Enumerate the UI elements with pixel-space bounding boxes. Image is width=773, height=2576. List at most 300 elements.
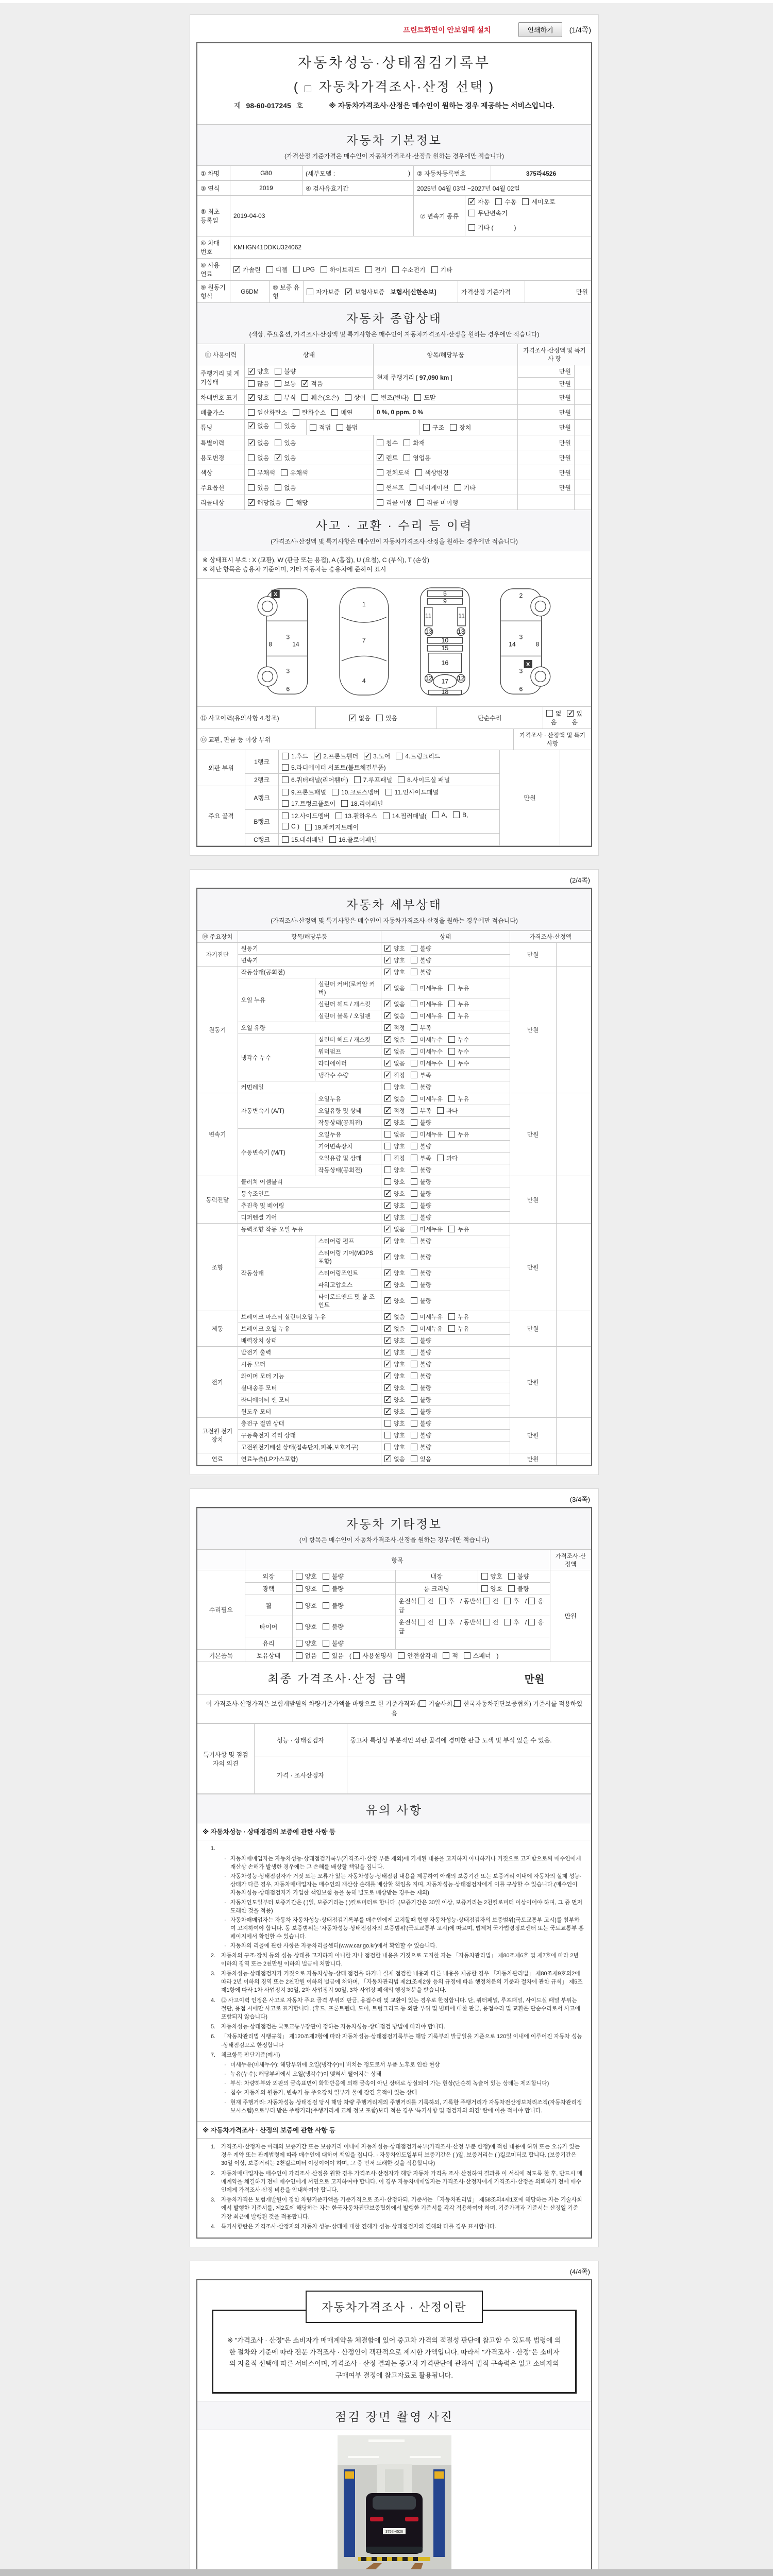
checkbox[interactable] xyxy=(329,836,336,843)
checkbox[interactable] xyxy=(384,1190,391,1197)
checkbox[interactable] xyxy=(411,1048,417,1055)
checkbox[interactable] xyxy=(546,710,553,717)
checkbox[interactable] xyxy=(504,1598,511,1604)
checkbox[interactable] xyxy=(248,439,255,446)
checkbox[interactable] xyxy=(567,710,574,717)
checkbox[interactable] xyxy=(448,1036,455,1043)
tuning-options xyxy=(248,421,301,430)
option xyxy=(354,775,392,784)
checkbox[interactable] xyxy=(296,1602,303,1609)
checkbox[interactable] xyxy=(448,1313,455,1320)
checkbox[interactable] xyxy=(310,424,316,431)
checkbox[interactable] xyxy=(282,800,289,807)
checkbox[interactable] xyxy=(411,1143,417,1149)
checkbox[interactable] xyxy=(411,1214,417,1221)
option xyxy=(384,1456,405,1463)
option-label: 없음 xyxy=(358,714,371,722)
checkbox[interactable] xyxy=(248,368,255,375)
checkbox[interactable] xyxy=(248,422,255,429)
checkbox[interactable] xyxy=(331,409,338,416)
table-cell: 충전구 절연 상태 xyxy=(238,1418,381,1430)
checkbox[interactable] xyxy=(282,812,289,819)
option xyxy=(248,380,269,387)
option-label: 불량 xyxy=(419,970,431,976)
checkbox[interactable] xyxy=(410,484,416,491)
checkbox[interactable] xyxy=(266,266,273,273)
checkbox[interactable] xyxy=(323,1640,329,1647)
checkbox[interactable] xyxy=(377,469,383,476)
option xyxy=(411,1270,431,1277)
option xyxy=(275,438,296,447)
checkbox[interactable] xyxy=(384,1313,391,1320)
checkbox[interactable] xyxy=(293,266,300,273)
checkbox[interactable] xyxy=(296,1585,303,1592)
checkbox[interactable] xyxy=(275,439,281,446)
checkbox[interactable] xyxy=(398,1652,405,1659)
table-cell: 변속기 xyxy=(238,955,381,967)
checkbox[interactable] xyxy=(411,957,417,963)
checkbox[interactable] xyxy=(384,1444,391,1450)
checkbox[interactable] xyxy=(384,1297,391,1304)
option-label: 없음 xyxy=(257,422,270,430)
checkbox[interactable] xyxy=(345,394,351,401)
option xyxy=(384,1191,405,1197)
checkbox[interactable] xyxy=(296,1652,303,1659)
checkbox[interactable] xyxy=(282,776,289,783)
checkbox[interactable] xyxy=(384,1166,391,1173)
checkbox[interactable] xyxy=(377,499,383,506)
checkbox[interactable] xyxy=(508,1585,515,1592)
wheel-options xyxy=(292,1595,395,1616)
checkbox[interactable] xyxy=(314,753,321,759)
checkbox[interactable] xyxy=(275,380,281,387)
checkbox[interactable] xyxy=(307,289,313,295)
checkbox[interactable] xyxy=(323,1602,329,1609)
checkbox[interactable] xyxy=(248,484,255,491)
checkbox[interactable] xyxy=(384,1408,391,1415)
checkbox[interactable] xyxy=(439,1619,446,1625)
option-label: 렌트 xyxy=(386,454,398,462)
option xyxy=(384,1179,405,1185)
option xyxy=(372,393,409,402)
checkbox[interactable] xyxy=(411,1372,417,1379)
checkbox[interactable] xyxy=(437,1155,444,1161)
checkbox[interactable] xyxy=(301,394,308,401)
checkbox[interactable] xyxy=(411,1420,417,1427)
checkbox[interactable] xyxy=(365,266,372,273)
checkbox[interactable] xyxy=(411,1178,417,1185)
checkbox[interactable] xyxy=(282,836,289,843)
checkbox[interactable] xyxy=(384,1095,391,1102)
checkbox[interactable] xyxy=(411,1384,417,1391)
checkbox[interactable] xyxy=(448,1060,455,1066)
checkbox[interactable] xyxy=(323,1623,329,1630)
doc-note: ※ 자동차가격조사·산정은 매수인이 원하는 경우 제공하는 서비스입니다. xyxy=(329,101,554,110)
option xyxy=(323,1585,344,1592)
engine-type: G6DM xyxy=(230,281,270,302)
checkbox[interactable] xyxy=(293,409,299,416)
checkbox[interactable] xyxy=(504,1619,511,1625)
checkbox[interactable] xyxy=(384,1253,391,1260)
checkbox[interactable] xyxy=(384,1455,391,1462)
option xyxy=(377,438,398,447)
checkbox[interactable] xyxy=(439,1598,446,1604)
checkbox[interactable] xyxy=(468,224,475,231)
checkbox[interactable] xyxy=(248,409,255,416)
checkbox[interactable] xyxy=(411,985,417,991)
checkbox[interactable] xyxy=(415,469,422,476)
checkbox[interactable] xyxy=(431,266,438,273)
install-print-link[interactable]: 프린트화면이 안보일때 설치 xyxy=(403,25,491,34)
checkbox[interactable] xyxy=(411,1001,417,1007)
option xyxy=(384,1239,405,1245)
checkbox[interactable] xyxy=(377,454,383,461)
checkbox[interactable] xyxy=(354,776,361,783)
checkbox[interactable] xyxy=(522,198,529,205)
checkbox[interactable] xyxy=(384,1072,391,1078)
checkbox[interactable] xyxy=(349,715,356,721)
checkbox[interactable] xyxy=(508,1573,515,1580)
print-button[interactable]: 인쇄하기 xyxy=(518,22,562,37)
checkbox[interactable] xyxy=(384,1036,391,1043)
checkbox[interactable] xyxy=(404,454,410,461)
checkbox[interactable] xyxy=(411,1444,417,1450)
checkbox[interactable] xyxy=(448,1001,455,1007)
table-cell: 브레이크 오일 누유 xyxy=(238,1323,381,1335)
checkbox[interactable] xyxy=(384,1214,391,1221)
checkbox[interactable] xyxy=(528,1598,535,1604)
checkbox[interactable] xyxy=(301,380,308,387)
checkbox[interactable] xyxy=(384,1155,391,1161)
checkbox[interactable] xyxy=(432,811,439,818)
checkbox[interactable] xyxy=(384,1024,391,1031)
checkbox[interactable] xyxy=(384,1337,391,1344)
notice-number: 1. xyxy=(211,2144,216,2150)
checkbox[interactable] xyxy=(448,1048,455,1055)
checkbox[interactable] xyxy=(323,1585,329,1592)
checkbox[interactable] xyxy=(411,1095,417,1102)
checkbox[interactable] xyxy=(411,1024,417,1031)
option xyxy=(275,380,296,387)
checkbox[interactable] xyxy=(282,753,289,759)
section-basic-info xyxy=(197,124,591,166)
option-label: 양호 xyxy=(393,1239,405,1245)
checkbox[interactable] xyxy=(282,789,289,795)
option xyxy=(392,265,425,274)
checkbox[interactable] xyxy=(281,469,288,476)
option-label: 불량 xyxy=(419,1167,431,1174)
checkbox[interactable] xyxy=(275,368,281,375)
option xyxy=(377,498,412,507)
option-label: 양호 xyxy=(393,1298,405,1304)
checkbox[interactable] xyxy=(384,1178,391,1185)
table-cell: 고전원전기배선 상태(접속단자,피복,보호기구) xyxy=(238,1442,381,1453)
checkbox[interactable] xyxy=(411,1119,417,1126)
checkbox[interactable] xyxy=(468,198,475,205)
option-label: 미세누수 xyxy=(419,1037,443,1043)
wheel-detail xyxy=(395,1595,550,1616)
checkbox[interactable] xyxy=(483,1619,490,1625)
checkbox[interactable] xyxy=(383,812,390,819)
notice-text: 자동차매매업자는 매수인이 가격조사·산정을 원할 경우 가격조사·산정자가 해당 자동차 가격을 조사·산정하여 결과를 이 서식에 적도록 한 후, 반드시 매매계약을 체결하기 전에 매수인에게 서면으로 고지하여야 합니다. 이 경우 자동차매매업자는 가격조사·산정자에게 가격조사·산정을 의뢰하기 전에 매수인에게 가격조사·산정 비용을 안내하여야 합니다. xyxy=(221,2170,582,2193)
checkbox[interactable] xyxy=(528,1619,535,1625)
checkbox[interactable] xyxy=(372,394,378,401)
table-cell xyxy=(556,943,591,967)
checkbox[interactable] xyxy=(384,985,391,991)
checkbox[interactable] xyxy=(384,1269,391,1276)
section-title: 자동차 기본정보 xyxy=(346,133,442,147)
option-label: 미세누유 xyxy=(419,1227,443,1233)
group-label: 외판 부위 xyxy=(197,750,245,786)
checkbox[interactable] xyxy=(364,753,371,759)
checkbox[interactable] xyxy=(417,499,424,506)
checkbox[interactable] xyxy=(384,1119,391,1126)
option-label: 3.도어 xyxy=(373,753,391,760)
checkbox[interactable] xyxy=(384,1325,391,1332)
exchange-mark-x: X xyxy=(526,662,530,668)
checkbox[interactable] xyxy=(481,1573,488,1580)
checkbox[interactable] xyxy=(443,1652,449,1659)
checkbox[interactable] xyxy=(384,1396,391,1403)
checkbox[interactable] xyxy=(323,1573,329,1580)
table-cell: 와이퍼 모터 기능 xyxy=(238,1370,381,1382)
option xyxy=(448,1314,469,1320)
checkbox[interactable] xyxy=(248,469,255,476)
checkbox[interactable] xyxy=(411,1190,417,1197)
unit-manwon: 만원 xyxy=(518,435,575,450)
checkbox[interactable] xyxy=(411,1107,417,1114)
checkbox[interactable] xyxy=(248,499,255,506)
page-indicator: (3/4쪽) xyxy=(569,1496,590,1503)
text: / 동반석 xyxy=(460,1619,483,1626)
checkbox[interactable] xyxy=(448,1325,455,1332)
checkbox[interactable] xyxy=(275,422,281,429)
checkbox[interactable] xyxy=(448,1095,455,1102)
checkbox[interactable] xyxy=(275,394,281,401)
checkbox[interactable] xyxy=(384,1226,391,1232)
checkbox[interactable] xyxy=(404,439,410,446)
checkbox[interactable] xyxy=(454,1700,461,1707)
checkbox[interactable] xyxy=(411,1253,417,1260)
option xyxy=(248,483,269,492)
checkbox[interactable] xyxy=(481,1585,488,1592)
checkbox[interactable] xyxy=(423,424,430,431)
checkbox[interactable] xyxy=(448,1226,455,1232)
checkbox[interactable] xyxy=(411,1072,417,1078)
option-label: 없음 xyxy=(393,1096,405,1103)
checkbox[interactable] xyxy=(411,1337,417,1344)
checkbox[interactable] xyxy=(392,266,399,273)
checkbox[interactable] xyxy=(385,789,392,795)
notice-text: 「자동차관리법 시행규칙」 제120조제2항에 따라 자동차성능·상태점검기록부는 해당 기록부의 발급일을 기준으로 120일 이내에 이루어진 자동차 성능·상태점검으로 한정합니다 xyxy=(221,2033,582,2048)
option xyxy=(411,1215,431,1221)
checkbox[interactable] xyxy=(384,1202,391,1209)
checkbox[interactable] xyxy=(411,1166,417,1173)
checkbox[interactable] xyxy=(411,1297,417,1304)
checkbox[interactable] xyxy=(384,1001,391,1007)
checkbox[interactable] xyxy=(411,1408,417,1415)
checkbox[interactable] xyxy=(296,1573,303,1580)
notice-number: 5. xyxy=(211,2024,216,2030)
checkbox[interactable] xyxy=(337,424,343,431)
checkbox[interactable] xyxy=(332,789,339,795)
checkbox[interactable] xyxy=(384,1143,391,1149)
checkbox[interactable] xyxy=(384,1107,391,1114)
basic-info-table xyxy=(197,166,591,302)
checkbox[interactable] xyxy=(411,969,417,975)
checkbox[interactable] xyxy=(377,484,383,491)
panel-number: 3 xyxy=(519,633,523,641)
option xyxy=(301,380,323,387)
checkbox[interactable] xyxy=(287,499,293,506)
license-plate-text: 375라4526 xyxy=(385,2530,403,2534)
checkbox[interactable] xyxy=(448,1012,455,1019)
checkbox[interactable] xyxy=(398,776,405,783)
checkbox[interactable] xyxy=(411,1012,417,1019)
checkbox[interactable] xyxy=(495,198,502,205)
checkbox[interactable] xyxy=(411,1226,417,1232)
checkbox[interactable] xyxy=(341,800,348,807)
checkbox[interactable] xyxy=(411,1455,417,1462)
recall-done-options xyxy=(374,495,518,510)
checkbox[interactable] xyxy=(418,1619,425,1625)
checkbox[interactable] xyxy=(384,957,391,963)
checkbox[interactable] xyxy=(411,1083,417,1090)
checkbox[interactable] xyxy=(453,811,460,818)
warranty-options xyxy=(307,287,390,296)
checkbox[interactable] xyxy=(411,1269,417,1276)
checkbox[interactable] xyxy=(455,484,461,491)
panel-number: 12 xyxy=(457,674,465,682)
checkbox[interactable] xyxy=(414,394,421,401)
checkbox[interactable] xyxy=(321,266,327,273)
checkbox[interactable] xyxy=(411,1202,417,1209)
checkbox[interactable] xyxy=(411,1131,417,1138)
checkbox[interactable] xyxy=(384,1238,391,1244)
bottom-scroll-strip[interactable] xyxy=(0,2569,773,2576)
checkbox[interactable] xyxy=(411,1396,417,1403)
checkbox[interactable] xyxy=(448,1131,455,1138)
option-label: 불량 xyxy=(419,946,431,952)
option-label: 자가보증 xyxy=(316,288,340,296)
option-label: C ) xyxy=(291,823,299,830)
unit-manwon: 만원 xyxy=(518,465,575,480)
checkbox[interactable] xyxy=(233,266,240,273)
page-3 xyxy=(190,1488,599,2247)
table-cell: 라디에이터 팬 모터 xyxy=(238,1394,381,1406)
checkbox[interactable] xyxy=(384,1281,391,1288)
checkbox[interactable] xyxy=(411,1432,417,1438)
text: ) xyxy=(496,1652,499,1659)
checkbox[interactable] xyxy=(275,484,281,491)
checkbox[interactable] xyxy=(411,1281,417,1288)
checkbox[interactable] xyxy=(384,1048,391,1055)
detail-row xyxy=(197,967,591,978)
checkbox[interactable] xyxy=(450,424,457,431)
checkbox[interactable] xyxy=(384,945,391,952)
table-cell xyxy=(556,1093,591,1176)
bullet-text: 자동차매매업자는 자동차성능·상태점검기록부(가격조사·산정 부분 제외)에 기재된 내용을 고지하지 아니하거나 거짓으로 고지함으로써 매수인에게 재산상 손해가 발생한 경우에는 그 손해를 배상할 책임을 집니다. xyxy=(230,1855,581,1870)
mileage-pre: 현재 주행거리 [ xyxy=(377,374,418,381)
checkbox[interactable] xyxy=(248,380,255,387)
panel-number: 2 xyxy=(519,591,523,599)
option-label: 영업용 xyxy=(413,454,431,462)
checkbox[interactable] xyxy=(323,1652,329,1659)
checkbox[interactable] xyxy=(411,1238,417,1244)
checkbox[interactable] xyxy=(411,1361,417,1367)
checkbox[interactable] xyxy=(384,969,391,975)
table-cell xyxy=(381,1382,510,1394)
option-label: 적음 xyxy=(311,380,323,387)
checkbox[interactable] xyxy=(345,289,352,295)
option-label: 누유 xyxy=(458,1013,469,1020)
checkbox[interactable] xyxy=(384,1131,391,1138)
checkbox[interactable] xyxy=(296,1640,303,1647)
checkbox[interactable] xyxy=(411,1155,417,1161)
option-label: 누유 xyxy=(458,1326,469,1332)
checkbox[interactable] xyxy=(384,1083,391,1090)
checkbox[interactable] xyxy=(411,1313,417,1320)
checkbox[interactable] xyxy=(384,1361,391,1367)
checkbox[interactable] xyxy=(396,753,402,759)
checkbox[interactable] xyxy=(353,1652,360,1659)
checkbox[interactable] xyxy=(248,394,255,401)
checkbox[interactable] xyxy=(384,1420,391,1427)
checkbox[interactable] xyxy=(296,1623,303,1630)
checkbox[interactable] xyxy=(411,1325,417,1332)
option-label: 불량 xyxy=(419,958,431,964)
section-photos xyxy=(197,2401,591,2430)
row-label: 내장 xyxy=(395,1570,478,1583)
checkbox[interactable] xyxy=(464,1652,470,1659)
option xyxy=(377,483,404,492)
option xyxy=(411,1120,431,1126)
checkbox[interactable] xyxy=(483,1598,490,1604)
checkbox[interactable] xyxy=(248,454,255,461)
checkbox[interactable] xyxy=(275,454,281,461)
checkbox[interactable] xyxy=(437,1107,444,1114)
checkbox[interactable] xyxy=(376,715,383,721)
checkbox[interactable] xyxy=(384,1060,391,1066)
checkbox[interactable] xyxy=(335,812,342,819)
option-label: 도말 xyxy=(424,394,436,401)
price-select-checkbox[interactable] xyxy=(305,86,311,92)
checkbox[interactable] xyxy=(384,1384,391,1391)
checkbox[interactable] xyxy=(282,823,289,829)
option xyxy=(275,422,296,430)
panel-number: 11 xyxy=(458,612,465,620)
checkbox[interactable] xyxy=(411,1036,417,1043)
option-label: 불량 xyxy=(517,1585,529,1592)
checkbox[interactable] xyxy=(411,1349,417,1355)
panel-number: 3 xyxy=(286,667,290,675)
checkbox[interactable] xyxy=(419,1700,426,1707)
checkbox[interactable] xyxy=(305,824,312,831)
checkbox[interactable] xyxy=(448,985,455,991)
checkbox[interactable] xyxy=(282,764,289,771)
checkbox[interactable] xyxy=(411,945,417,952)
option-label: 16.플로어패널 xyxy=(339,836,377,843)
checkbox[interactable] xyxy=(468,210,475,216)
checkbox[interactable] xyxy=(384,1012,391,1019)
checkbox[interactable] xyxy=(384,1432,391,1438)
checkbox[interactable] xyxy=(418,1598,425,1604)
option-label: 많음 xyxy=(257,380,270,387)
checkbox[interactable] xyxy=(411,1060,417,1066)
checkbox[interactable] xyxy=(377,439,383,446)
checkbox[interactable] xyxy=(384,1349,391,1355)
checkbox[interactable] xyxy=(384,1372,391,1379)
